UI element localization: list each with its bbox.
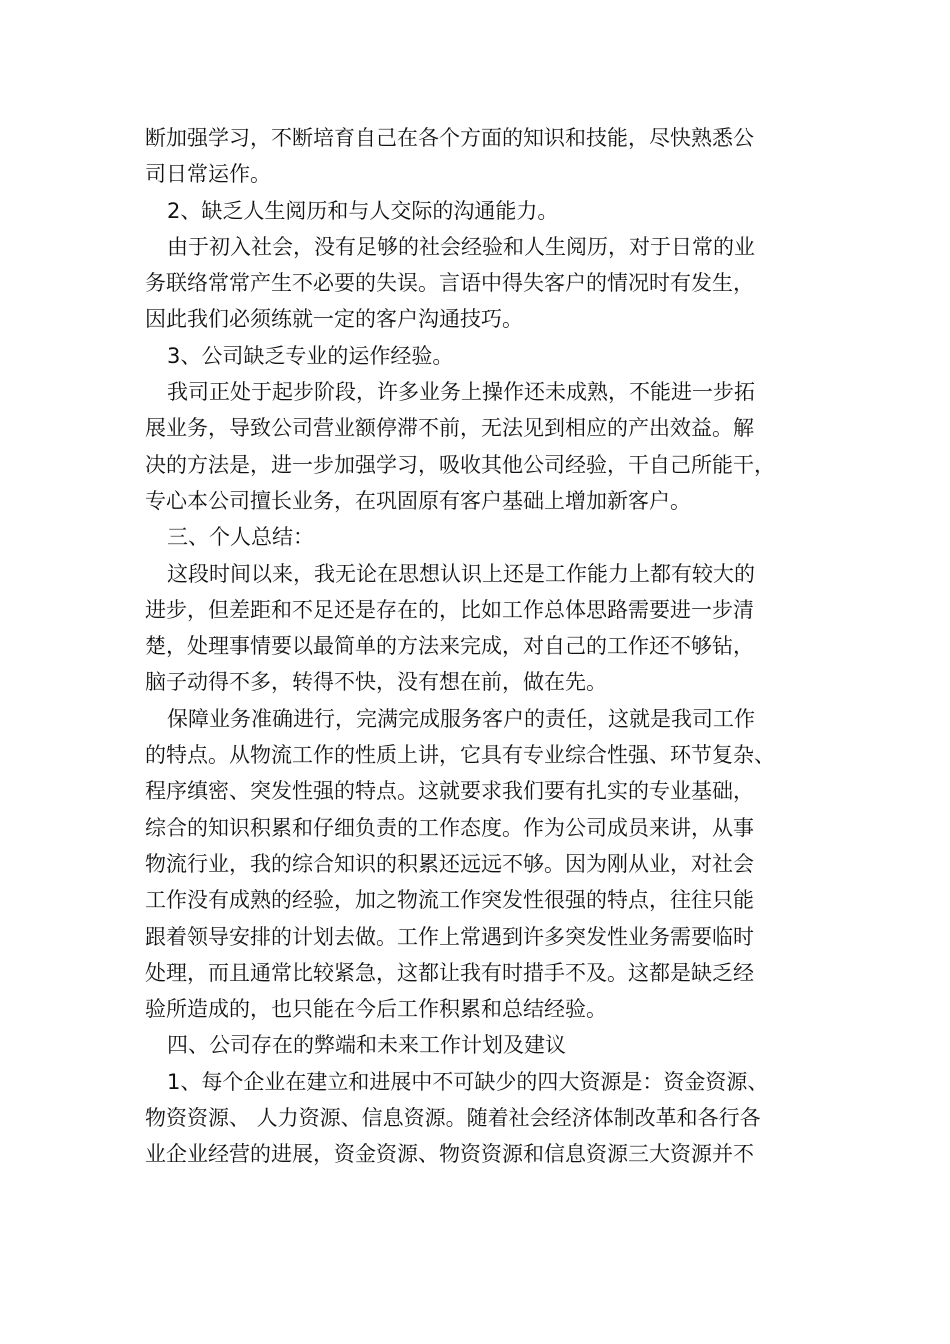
text-line: 的特点。从物流工作的性质上讲，它具有专业综合性强、环节复杂、 [145,743,775,768]
section-heading: 四、公司存在的弊端和未来工作计划及建议 [167,1033,566,1058]
subheading: 3、公司缺乏专业的运作经验。 [167,343,454,368]
text-line: 务联络常常产生不必要的失误。言语中得失客户的情况时有发生， [145,271,754,296]
text-line: 决的方法是，进一步加强学习，吸收其他公司经验，干自己所能干， [145,452,775,477]
paragraph-start: 1、每个企业在建立和进展中不可缺少的四大资源是：资金资源、 [167,1069,769,1094]
text-line: 展业务，导致公司营业额停滞不前，无法见到相应的产出效益。解 [145,416,754,441]
text-line: 工作没有成熟的经验，加之物流工作突发性很强的特点，往往只能 [145,888,754,913]
text-line: 验所造成的，也只能在今后工作积累和总结经验。 [145,997,607,1022]
text-line: 司日常运作。 [145,162,271,187]
subheading: 2、缺乏人生阅历和与人交际的沟通能力。 [167,198,559,223]
paragraph-start: 由于初入社会，没有足够的社会经验和人生阅历，对于日常的业 [167,234,755,259]
paragraph-start: 我司正处于起步阶段，许多业务上操作还未成熟，不能进一步拓 [167,380,755,405]
text-line: 跟着领导安排的计划去做。工作上常遇到许多突发性业务需要临时 [145,924,754,949]
text-line: 脑子动得不多，转得不快，没有想在前，做在先。 [145,670,607,695]
text-line: 因此我们必须练就一定的客户沟通技巧。 [145,307,523,332]
text-line: 楚，处理事情要以最简单的方法来完成，对自己的工作还不够钻， [145,634,754,659]
text-line: 物流行业，我的综合知识的积累还远远不够。因为刚从业，对社会 [145,851,754,876]
paragraph-start: 这段时间以来，我无论在思想认识上还是工作能力上都有较大的 [167,561,755,586]
text-line: 进步，但差距和不足还是存在的，比如工作总体思路需要进一步清 [145,597,754,622]
text-line: 程序缜密、突发性强的特点。这就要求我们要有扎实的专业基础， [145,779,754,804]
section-heading: 三、个人总结： [167,525,314,550]
document-body [145,120,825,1173]
text-line: 专心本公司擅长业务，在巩固原有客户基础上增加新客户。 [145,488,691,513]
text-line: 处理，而且通常比较紧急，这都让我有时措手不及。这都是缺乏经 [145,960,754,985]
text-line: 断加强学习，不断培育自己在各个方面的知识和技能，尽快熟悉公 [145,126,754,150]
text-line: 综合的知识积累和仔细负责的工作态度。作为公司成员来讲，从事 [145,815,754,840]
text-line: 业企业经营的进展，资金资源、物资资源和信息资源三大资源并不 [145,1142,754,1167]
paragraph-start: 保障业务准确进行，完满完成服务客户的责任，这就是我司工作 [167,706,755,731]
text-line: 物资资源、 人力资源、信息资源。随着社会经济体制改革和各行各 [145,1106,761,1131]
